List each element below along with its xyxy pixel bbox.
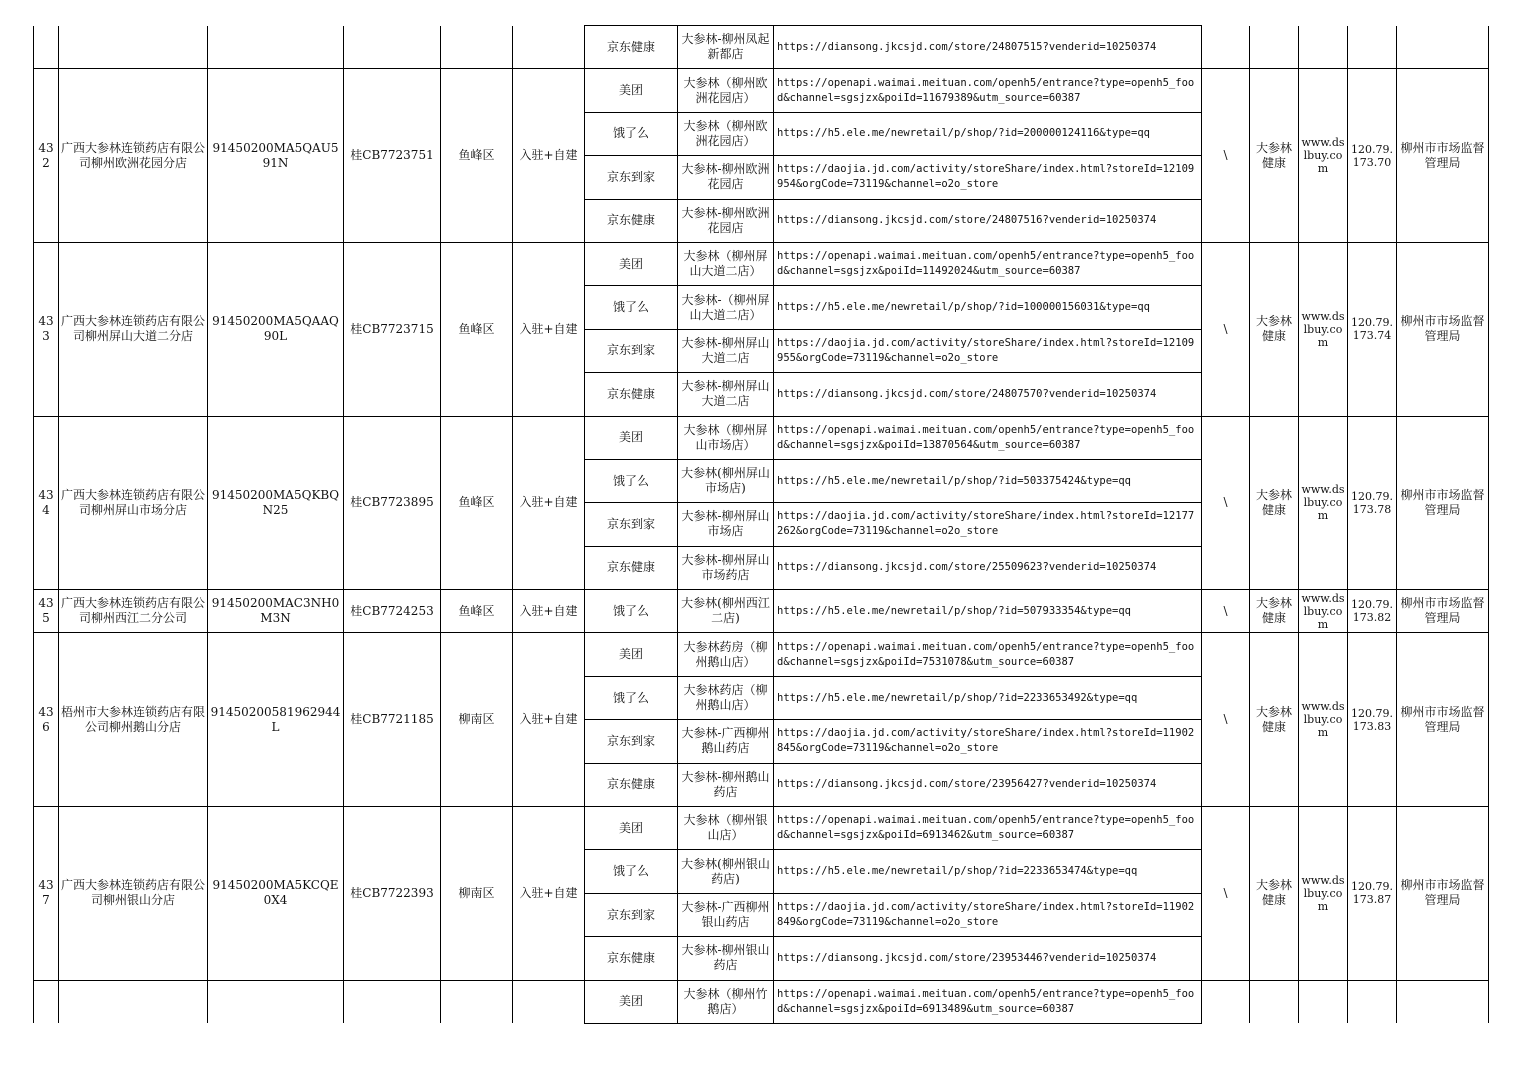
website-cell: www.dslbuy.com <box>1299 633 1348 807</box>
shop-url-cell: https://diansong.jkcsjd.com/store/24807516?venderid=10250374 <box>774 199 1202 242</box>
platform-cell: 美团 <box>585 69 678 112</box>
shop-url-cell: https://openapi.waimai.meituan.com/openh5/entrance?type=openh5_food&channel=sgsjzx&poiId=6913462&utm_source=60387 <box>774 807 1202 850</box>
shop-url-cell: https://openapi.waimai.meituan.com/openh5/entrance?type=openh5_food&channel=sgsjzx&poiId=6913489&utm_source=60387 <box>774 980 1202 1023</box>
shop-name-cell: 大参林-柳州屏山市场药店 <box>678 546 774 589</box>
company-name-cell: 广西大参林连锁药店有限公司柳州欧洲花园分店 <box>59 69 208 243</box>
shop-url-cell: https://openapi.waimai.meituan.com/openh5/entrance?type=openh5_food&channel=sgsjzx&poiId=13870564&utm_source=60387 <box>774 416 1202 459</box>
platform-cell: 京东健康 <box>585 199 678 242</box>
row-number-cell: 433 <box>34 242 59 416</box>
district-cell: 鱼峰区 <box>441 69 513 243</box>
empty-cell <box>1299 980 1348 1023</box>
license-number-cell: 桂CB7724253 <box>344 590 441 633</box>
website-cell: www.dslbuy.com <box>1299 416 1348 590</box>
shop-name-cell: 大参林-柳州屏山市场店 <box>678 503 774 546</box>
table-row <box>34 980 1489 1023</box>
site-name-cell: 大参林健康 <box>1250 590 1299 633</box>
row-number-cell: 434 <box>34 416 59 590</box>
empty-cell <box>59 26 208 69</box>
shop-url-cell: https://h5.ele.me/newretail/p/shop/?id=2233653492&type=qq <box>774 676 1202 719</box>
platform-cell: 美团 <box>585 416 678 459</box>
platform-cell: 京东到家 <box>585 503 678 546</box>
empty-cell <box>1348 980 1397 1023</box>
shop-name-cell: 大参林-广西柳州银山药店 <box>678 893 774 936</box>
authority-cell: 柳州市市场监督管理局 <box>1397 69 1489 243</box>
company-name-cell: 广西大参林连锁药店有限公司柳州西江二分公司 <box>59 590 208 633</box>
shop-name-cell: 大参林（柳州屏山大道二店） <box>678 242 774 285</box>
site-name-cell: 大参林健康 <box>1250 633 1299 807</box>
platform-cell: 京东健康 <box>585 546 678 589</box>
platform-cell: 饿了么 <box>585 850 678 893</box>
shop-name-cell: 大参林(柳州银山药店) <box>678 850 774 893</box>
site-name-cell: 大参林健康 <box>1250 416 1299 590</box>
website-cell: www.dslbuy.com <box>1299 807 1348 981</box>
platform-cell: 京东到家 <box>585 156 678 199</box>
slash-cell: \ <box>1202 807 1250 981</box>
authority-cell: 柳州市市场监督管理局 <box>1397 633 1489 807</box>
shop-url-cell: https://diansong.jkcsjd.com/store/23953446?venderid=10250374 <box>774 937 1202 980</box>
authority-cell: 柳州市市场监督管理局 <box>1397 807 1489 981</box>
table-row <box>34 633 1489 676</box>
row-number-cell: 435 <box>34 590 59 633</box>
credit-code-cell: 91450200MA5QAAQ90L <box>208 242 344 416</box>
shop-name-cell: 大参林-柳州凤起新都店 <box>678 26 774 69</box>
shop-name-cell: 大参林（柳州竹鹅店） <box>678 980 774 1023</box>
shop-url-cell: https://daojia.jd.com/activity/storeShare/index.html?storeId=11902849&orgCode=73119&channel=o2o_store <box>774 893 1202 936</box>
shop-name-cell: 大参林药房（柳州鹅山店） <box>678 633 774 676</box>
license-number-cell: 桂CB7723715 <box>344 242 441 416</box>
empty-cell <box>1299 26 1348 69</box>
empty-cell <box>1397 980 1489 1023</box>
authority-cell: 柳州市市场监督管理局 <box>1397 416 1489 590</box>
platform-cell: 饿了么 <box>585 112 678 155</box>
slash-cell: \ <box>1202 590 1250 633</box>
shop-name-cell: 大参林-柳州银山药店 <box>678 937 774 980</box>
slash-cell: \ <box>1202 69 1250 243</box>
authority-cell: 柳州市市场监督管理局 <box>1397 242 1489 416</box>
platform-cell: 饿了么 <box>585 286 678 329</box>
district-cell: 柳南区 <box>441 807 513 981</box>
store-registry-table <box>33 25 1489 1024</box>
shop-name-cell: 大参林-柳州屏山大道二店 <box>678 373 774 416</box>
empty-cell <box>513 980 585 1023</box>
empty-cell <box>1250 980 1299 1023</box>
shop-url-cell: https://diansong.jkcsjd.com/store/24807570?venderid=10250374 <box>774 373 1202 416</box>
operation-mode-cell: 入驻+自建 <box>513 633 585 807</box>
authority-cell: 柳州市市场监督管理局 <box>1397 590 1489 633</box>
shop-name-cell: 大参林-广西柳州鹅山药店 <box>678 720 774 763</box>
platform-cell: 京东到家 <box>585 893 678 936</box>
platform-cell: 京东到家 <box>585 329 678 372</box>
platform-cell: 京东健康 <box>585 373 678 416</box>
shop-url-cell: https://h5.ele.me/newretail/p/shop/?id=503375424&type=qq <box>774 459 1202 502</box>
shop-url-cell: https://daojia.jd.com/activity/storeShare/index.html?storeId=12109955&orgCode=73119&channel=o2o_store <box>774 329 1202 372</box>
empty-cell <box>344 26 441 69</box>
row-number-cell: 436 <box>34 633 59 807</box>
operation-mode-cell: 入驻+自建 <box>513 590 585 633</box>
platform-cell: 美团 <box>585 633 678 676</box>
site-name-cell: 大参林健康 <box>1250 69 1299 243</box>
slash-cell: \ <box>1202 633 1250 807</box>
shop-url-cell: https://daojia.jd.com/activity/storeShare/index.html?storeId=12109954&orgCode=73119&channel=o2o_store <box>774 156 1202 199</box>
ip-address-cell: 120.79.173.74 <box>1348 242 1397 416</box>
shop-name-cell: 大参林-柳州欧洲花园店 <box>678 156 774 199</box>
company-name-cell: 广西大参林连锁药店有限公司柳州屏山市场分店 <box>59 416 208 590</box>
company-name-cell: 广西大参林连锁药店有限公司柳州银山分店 <box>59 807 208 981</box>
empty-cell <box>59 980 208 1023</box>
credit-code-cell: 91450200581962944L <box>208 633 344 807</box>
license-number-cell: 桂CB7721185 <box>344 633 441 807</box>
shop-name-cell: 大参林-柳州欧洲花园店 <box>678 199 774 242</box>
credit-code-cell: 91450200MA5KCQE0X4 <box>208 807 344 981</box>
empty-cell <box>1397 26 1489 69</box>
shop-name-cell: 大参林（柳州欧洲花园店） <box>678 69 774 112</box>
website-cell: www.dslbuy.com <box>1299 242 1348 416</box>
shop-url-cell: https://daojia.jd.com/activity/storeShare/index.html?storeId=12177262&orgCode=73119&channel=o2o_store <box>774 503 1202 546</box>
platform-cell: 饿了么 <box>585 459 678 502</box>
platform-cell: 京东健康 <box>585 26 678 69</box>
empty-cell <box>34 26 59 69</box>
slash-cell: \ <box>1202 242 1250 416</box>
shop-name-cell: 大参林-柳州屏山大道二店 <box>678 329 774 372</box>
empty-cell <box>1348 26 1397 69</box>
platform-cell: 京东健康 <box>585 937 678 980</box>
shop-name-cell: 大参林(柳州西江二店) <box>678 590 774 633</box>
shop-url-cell: https://openapi.waimai.meituan.com/openh5/entrance?type=openh5_food&channel=sgsjzx&poiId=11679389&utm_source=60387 <box>774 69 1202 112</box>
table-row <box>34 590 1489 633</box>
empty-cell <box>1250 26 1299 69</box>
empty-cell <box>513 26 585 69</box>
website-cell: www.dslbuy.com <box>1299 69 1348 243</box>
shop-url-cell: https://diansong.jkcsjd.com/store/25509623?venderid=10250374 <box>774 546 1202 589</box>
shop-name-cell: 大参林-柳州鹅山药店 <box>678 763 774 806</box>
credit-code-cell: 91450200MAC3NH0M3N <box>208 590 344 633</box>
license-number-cell: 桂CB7723751 <box>344 69 441 243</box>
site-name-cell: 大参林健康 <box>1250 807 1299 981</box>
platform-cell: 京东到家 <box>585 720 678 763</box>
operation-mode-cell: 入驻+自建 <box>513 807 585 981</box>
shop-name-cell: 大参林（柳州屏山市场店） <box>678 416 774 459</box>
shop-name-cell: 大参林-（柳州屏山大道二店） <box>678 286 774 329</box>
table-body <box>34 26 1489 1024</box>
ip-address-cell: 120.79.173.87 <box>1348 807 1397 981</box>
shop-url-cell: https://diansong.jkcsjd.com/store/23956427?venderid=10250374 <box>774 763 1202 806</box>
empty-cell <box>441 980 513 1023</box>
license-number-cell: 桂CB7723895 <box>344 416 441 590</box>
website-cell: www.dslbuy.com <box>1299 590 1348 633</box>
shop-url-cell: https://h5.ele.me/newretail/p/shop/?id=507933354&type=qq <box>774 590 1202 633</box>
table-row <box>34 807 1489 850</box>
license-number-cell: 桂CB7722393 <box>344 807 441 981</box>
district-cell: 鱼峰区 <box>441 590 513 633</box>
shop-name-cell: 大参林药店（柳州鹅山店） <box>678 676 774 719</box>
empty-cell <box>1202 980 1250 1023</box>
shop-name-cell: 大参林（柳州欧洲花园店） <box>678 112 774 155</box>
ip-address-cell: 120.79.173.78 <box>1348 416 1397 590</box>
platform-cell: 京东健康 <box>585 763 678 806</box>
district-cell: 鱼峰区 <box>441 242 513 416</box>
empty-cell <box>344 980 441 1023</box>
empty-cell <box>1202 26 1250 69</box>
table-row <box>34 416 1489 459</box>
ip-address-cell: 120.79.173.82 <box>1348 590 1397 633</box>
shop-url-cell: https://openapi.waimai.meituan.com/openh5/entrance?type=openh5_food&channel=sgsjzx&poiId=11492024&utm_source=60387 <box>774 242 1202 285</box>
platform-cell: 美团 <box>585 807 678 850</box>
shop-url-cell: https://openapi.waimai.meituan.com/openh5/entrance?type=openh5_food&channel=sgsjzx&poiId=7531078&utm_source=60387 <box>774 633 1202 676</box>
district-cell: 鱼峰区 <box>441 416 513 590</box>
platform-cell: 饿了么 <box>585 590 678 633</box>
ip-address-cell: 120.79.173.83 <box>1348 633 1397 807</box>
shop-name-cell: 大参林(柳州屏山市场店) <box>678 459 774 502</box>
empty-cell <box>441 26 513 69</box>
shop-url-cell: https://diansong.jkcsjd.com/store/24807515?venderid=10250374 <box>774 26 1202 69</box>
district-cell: 柳南区 <box>441 633 513 807</box>
platform-cell: 美团 <box>585 242 678 285</box>
operation-mode-cell: 入驻+自建 <box>513 242 585 416</box>
platform-cell: 饿了么 <box>585 676 678 719</box>
slash-cell: \ <box>1202 416 1250 590</box>
empty-cell <box>208 980 344 1023</box>
shop-url-cell: https://h5.ele.me/newretail/p/shop/?id=2233653474&type=qq <box>774 850 1202 893</box>
empty-cell <box>34 980 59 1023</box>
row-number-cell: 437 <box>34 807 59 981</box>
table-row <box>34 26 1489 69</box>
table-row <box>34 69 1489 112</box>
platform-cell: 美团 <box>585 980 678 1023</box>
site-name-cell: 大参林健康 <box>1250 242 1299 416</box>
shop-url-cell: https://daojia.jd.com/activity/storeShare/index.html?storeId=11902845&orgCode=73119&channel=o2o_store <box>774 720 1202 763</box>
operation-mode-cell: 入驻+自建 <box>513 69 585 243</box>
row-number-cell: 432 <box>34 69 59 243</box>
credit-code-cell: 91450200MA5QAU591N <box>208 69 344 243</box>
operation-mode-cell: 入驻+自建 <box>513 416 585 590</box>
company-name-cell: 广西大参林连锁药店有限公司柳州屏山大道二分店 <box>59 242 208 416</box>
shop-name-cell: 大参林（柳州银山店） <box>678 807 774 850</box>
table-row <box>34 242 1489 285</box>
empty-cell <box>208 26 344 69</box>
ip-address-cell: 120.79.173.70 <box>1348 69 1397 243</box>
shop-url-cell: https://h5.ele.me/newretail/p/shop/?id=100000156031&type=qq <box>774 286 1202 329</box>
credit-code-cell: 91450200MA5QKBQN25 <box>208 416 344 590</box>
company-name-cell: 梧州市大参林连锁药店有限公司柳州鹅山分店 <box>59 633 208 807</box>
shop-url-cell: https://h5.ele.me/newretail/p/shop/?id=200000124116&type=qq <box>774 112 1202 155</box>
